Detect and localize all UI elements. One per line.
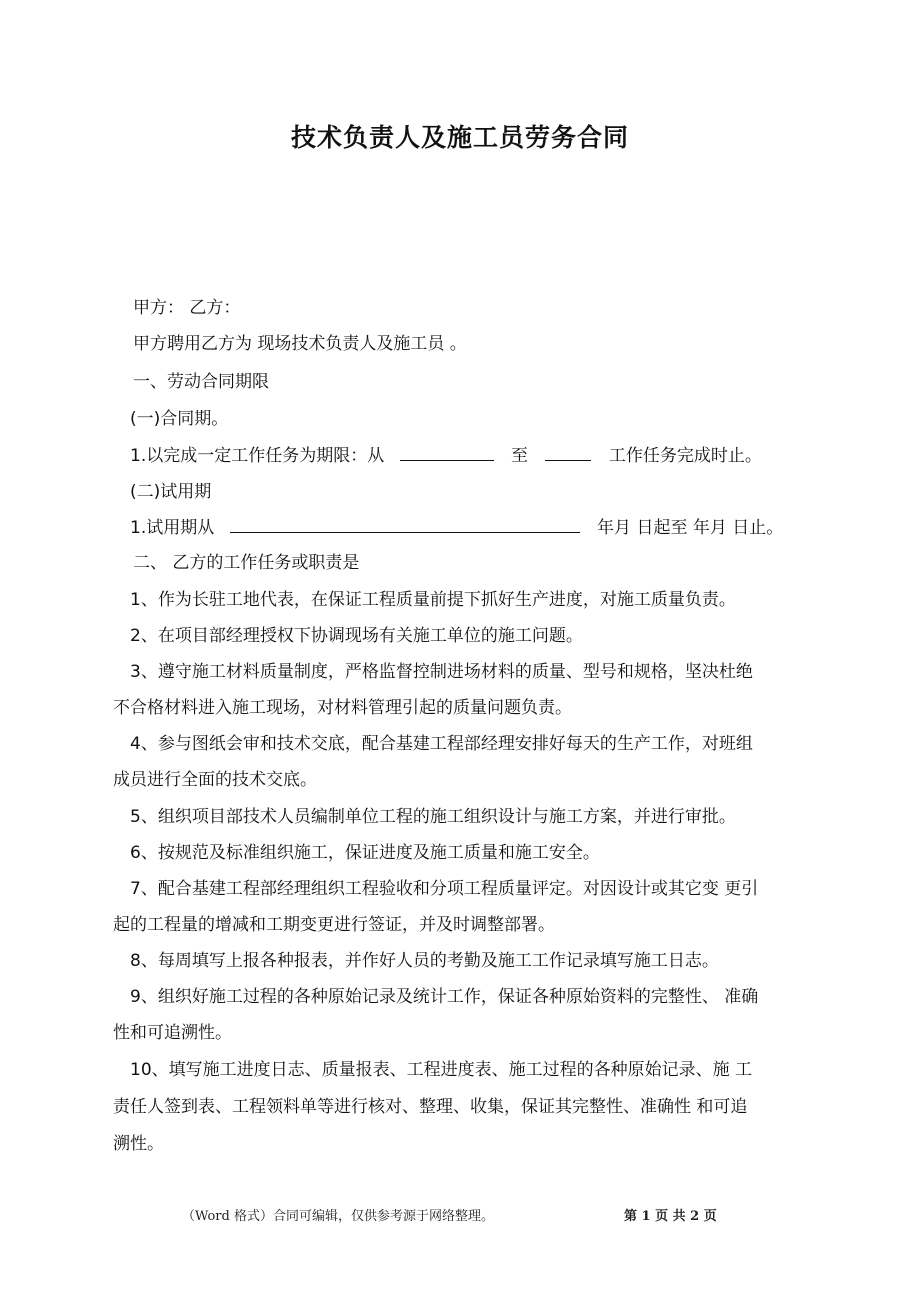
duty-line: 4、参与图纸会审和技术交底，配合基建工程部经理安排好每天的生产工作，对班组 — [130, 734, 753, 754]
duty-line: 成员进行全面的技术交底。 — [113, 770, 317, 790]
duty-line: 2、在项目部经理授权下协调现场有关施工单位的施工问题。 — [130, 626, 583, 646]
duty-line: 10、填写施工进度日志、质量报表、工程进度表、施工过程的各种原始记录、施 工 — [130, 1060, 753, 1080]
page-number: 第 1 页 共 2 页 — [624, 1209, 717, 1224]
duty-line: 9、组织好施工过程的各种原始记录及统计工作，保证各种原始资料的完整性、 准确 — [130, 987, 759, 1007]
duty-line: 7、配合基建工程部经理组织工程验收和分项工程质量评定。对因设计或其它变 更引 — [130, 879, 759, 899]
duty-line: 8、每周填写上报各种报表，并作好人员的考勤及施工工作记录填写施工日志。 — [130, 951, 719, 971]
duty-line: 不合格材料进入施工现场，对材料管理引起的质量问题负责。 — [113, 698, 572, 718]
duty-line: 责任人签到表、工程领料单等进行核对、整理、收集，保证其完整性、准确性 和可追 — [113, 1097, 748, 1117]
parties-line: 甲方： 乙方： — [133, 298, 241, 318]
trial-line — [130, 516, 783, 539]
trial-suffix: 年月 日起至 年月 日止。 — [597, 518, 784, 538]
duty-line: 6、按规范及标准组织施工，保证进度及施工质量和施工安全。 — [130, 843, 600, 863]
section-1-heading: 一、劳动合同期限 — [133, 372, 269, 392]
term-prefix: 1.以完成一定工作任务为期限：从 — [130, 446, 385, 466]
document-title: 技术负责人及施工员劳务合同 — [290, 123, 629, 152]
term-end-blank[interactable] — [545, 444, 591, 461]
subsection-1-heading: (一)合同期。 — [130, 409, 229, 429]
duty-line: 1、作为长驻工地代表，在保证工程质量前提下抓好生产进度，对施工质量负责。 — [130, 590, 736, 610]
hire-line: 甲方聘用乙方为 现场技术负责人及施工员 。 — [133, 334, 467, 354]
term-line — [130, 444, 762, 467]
duty-line: 3、遵守施工材料质量制度，严格监督控制进场材料的质量、型号和规格，坚决杜绝 — [130, 662, 753, 682]
term-suffix: 工作任务完成时止。 — [608, 446, 762, 466]
duty-line: 性和可追溯性。 — [113, 1023, 232, 1043]
trial-prefix: 1.试用期从 — [130, 518, 215, 538]
trial-blank[interactable] — [230, 516, 580, 533]
duty-line: 5、组织项目部技术人员编制单位工程的施工组织设计与施工方案，并进行审批。 — [130, 807, 736, 827]
subsection-2-heading: (二)试用期 — [130, 482, 212, 502]
duty-line: 起的工程量的增减和工期变更进行签证，并及时调整部署。 — [113, 915, 555, 935]
term-start-blank[interactable] — [400, 444, 494, 461]
footer-note: （Word 格式）合同可编辑，仅供参考源于网络整理。 — [182, 1209, 494, 1224]
term-to: 至 — [511, 446, 529, 466]
duty-line: 溯性。 — [113, 1134, 164, 1154]
section-2-heading: 二、 乙方的工作任务或职责是 — [133, 553, 360, 573]
